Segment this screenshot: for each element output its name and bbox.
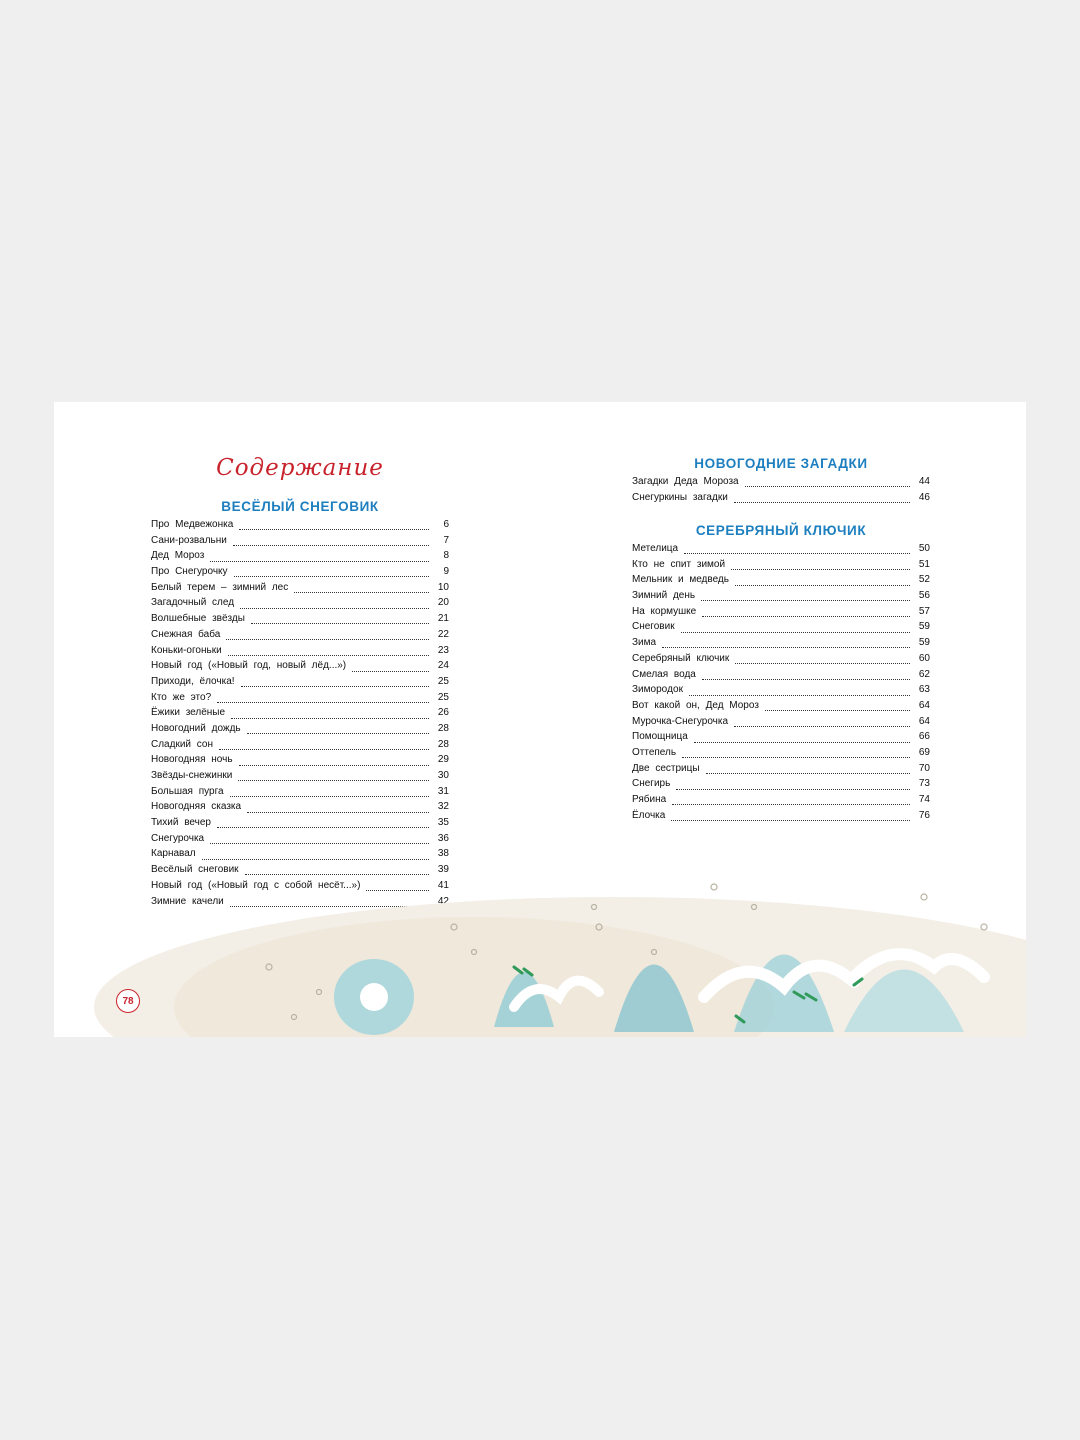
toc-entry-page: 24: [437, 660, 449, 672]
toc-entry: [151, 739, 449, 755]
toc-entry-title: Про Медвежонка: [151, 519, 234, 530]
toc-entry-title: Помощница: [632, 731, 688, 743]
toc-entry: [632, 763, 930, 779]
toc-entry-page: 70: [918, 762, 930, 774]
leader-dots: [231, 718, 429, 719]
toc-entry-page: 50: [918, 543, 930, 554]
leader-dots: [210, 561, 429, 562]
toc-entry-page: 60: [918, 652, 930, 664]
toc-entry-page: 46: [918, 491, 930, 503]
toc-entry-title: Оттепель: [632, 746, 677, 758]
section-heading-snowman: ВЕСЁЛЫЙ СНЕГОВИК: [221, 499, 379, 514]
leader-dots: [238, 780, 429, 781]
toc-entry-page: 8: [443, 550, 449, 562]
toc-entry: [632, 747, 930, 763]
toc-entry-page: 42: [437, 895, 449, 907]
toc-entry-page: 6: [443, 519, 449, 530]
leader-dots: [228, 655, 429, 656]
toc-entry-page: 59: [918, 621, 930, 633]
toc-entry: [151, 676, 449, 692]
toc-entry: [151, 660, 449, 676]
toc-entry-title: Снегурочка: [151, 832, 205, 844]
toc-entry-page: 21: [437, 613, 449, 625]
toc-entry: [632, 543, 930, 559]
toc-entry: [151, 786, 449, 802]
toc-entry-page: 69: [918, 746, 930, 758]
toc-entry: [632, 492, 930, 508]
leader-dots: [745, 486, 910, 487]
leader-dots: [247, 733, 429, 734]
toc-entry: [151, 566, 449, 582]
toc-entry: [151, 535, 449, 551]
leader-dots: [706, 773, 910, 774]
toc-entry-title: Снеговик: [632, 621, 675, 633]
leader-dots: [731, 569, 910, 570]
page-number-badge: 78: [116, 989, 140, 1013]
toc-entry: [632, 637, 930, 653]
leader-dots: [702, 616, 910, 617]
toc-entry-title: Загадочный след: [151, 597, 235, 609]
toc-entry-page: 29: [437, 754, 449, 766]
toc-entry-title: Мельник и медведь: [632, 574, 729, 586]
toc-entry-page: 10: [437, 581, 449, 593]
toc-entry-page: 62: [918, 668, 930, 680]
toc-entry: [151, 550, 449, 566]
leader-dots: [694, 742, 910, 743]
toc-entry: [632, 716, 930, 732]
toc-entry: [632, 810, 930, 826]
leader-dots: [671, 820, 910, 821]
toc-entry: [151, 754, 449, 770]
leader-dots: [240, 608, 429, 609]
toc-entry-title: Две сестрицы: [632, 762, 700, 774]
toc-entry-title: Снежная баба: [151, 628, 221, 640]
toc-entry-page: 25: [437, 691, 449, 703]
toc-entry-page: 59: [918, 637, 930, 649]
toc-entry: [151, 519, 449, 535]
toc-entry-page: 35: [437, 817, 449, 829]
leader-dots: [219, 749, 429, 750]
leader-dots: [352, 671, 429, 672]
toc-entry-title: Зима: [632, 637, 657, 649]
book-spread: [54, 402, 1026, 1037]
toc-entry-page: 22: [437, 628, 449, 640]
leader-dots: [239, 765, 429, 766]
toc-list-silver-key: [632, 543, 930, 825]
toc-entry: [632, 731, 930, 747]
toc-entry: [151, 629, 449, 645]
leader-dots: [684, 553, 910, 554]
toc-entry: [151, 833, 449, 849]
toc-entry-title: Снегуркины загадки: [632, 491, 728, 503]
toc-entry-page: 7: [443, 534, 449, 546]
toc-entry-title: Кто же это?: [151, 691, 212, 703]
toc-entry-title: Сани-розвальни: [151, 534, 227, 546]
leader-dots: [210, 843, 429, 844]
toc-entry-page: 74: [918, 794, 930, 805]
leader-dots: [230, 796, 429, 797]
toc-entry-page: 36: [437, 832, 449, 844]
toc-list-riddles: [632, 476, 930, 507]
toc-entry: [632, 574, 930, 590]
toc-entry: [151, 707, 449, 723]
leader-dots: [294, 592, 429, 593]
toc-entry: [151, 613, 449, 629]
toc-entry-page: 57: [918, 605, 930, 617]
toc-entry-title: Весёлый снеговик: [151, 864, 239, 876]
toc-entry: [632, 778, 930, 794]
toc-entry: [632, 653, 930, 669]
toc-entry-page: 66: [918, 731, 930, 743]
toc-entry-page: 28: [437, 722, 449, 734]
toc-entry-page: 28: [437, 738, 449, 750]
toc-entry-page: 20: [437, 597, 449, 609]
toc-entry-page: 64: [918, 715, 930, 727]
toc-entry-page: 9: [443, 566, 449, 578]
toc-entry: [632, 590, 930, 606]
leader-dots: [735, 585, 910, 586]
leader-dots: [247, 812, 429, 813]
toc-entry-title: Зимние качели: [151, 895, 224, 907]
toc-entry: [151, 817, 449, 833]
toc-entry-title: Новогодняя сказка: [151, 801, 242, 813]
section-heading-riddles: НОВОГОДНИЕ ЗАГАДКИ: [694, 456, 868, 471]
toc-entry: [632, 476, 930, 492]
toc-entry-title: Загадки Деда Мороза: [632, 476, 739, 487]
toc-entry-title: Звёзды-снежинки: [151, 770, 233, 781]
toc-entry: [151, 597, 449, 613]
toc-list-snowman: [151, 519, 449, 911]
toc-entry: [151, 770, 449, 786]
toc-entry-title: Белый терем – зимний лес: [151, 581, 289, 593]
toc-entry: [632, 684, 930, 700]
leader-dots: [234, 576, 429, 577]
leader-dots: [682, 757, 910, 758]
leader-dots: [734, 502, 910, 503]
leader-dots: [701, 600, 910, 601]
toc-entry-page: 63: [918, 684, 930, 696]
toc-entry: [632, 559, 930, 575]
toc-entry: [151, 723, 449, 739]
section-heading-silver-key: СЕРЕБРЯНЫЙ КЛЮЧИК: [695, 523, 867, 538]
toc-entry-page: 51: [918, 558, 930, 570]
toc-entry: [632, 606, 930, 622]
toc-entry-title: Новогодний дождь: [151, 722, 241, 734]
toc-entry-title: На кормушке: [632, 605, 697, 617]
toc-entry-title: Ёжики зелёные: [151, 707, 226, 719]
toc-entry-title: Метелица: [632, 543, 679, 554]
toc-entry-page: 30: [437, 770, 449, 781]
toc-entry-title: Дед Мороз: [151, 550, 205, 562]
toc-entry-title: Карнавал: [151, 848, 196, 860]
toc-entry-page: 25: [437, 675, 449, 687]
toc-entry-page: 76: [918, 809, 930, 821]
toc-entry-title: Про Снегурочку: [151, 566, 228, 578]
toc-entry-title: Новый год («Новый год, новый лёд...»): [151, 660, 347, 672]
leader-dots: [233, 545, 429, 546]
toc-entry-title: Рябина: [632, 794, 667, 805]
toc-entry-title: Приходи, ёлочка!: [151, 675, 235, 687]
snowball: [360, 983, 388, 1011]
leader-dots: [226, 639, 429, 640]
toc-entry-title: Новый год («Новый год с собой несёт...»): [151, 879, 361, 891]
toc-entry-title: Волшебные звёзды: [151, 613, 245, 625]
toc-entry: [632, 794, 930, 810]
toc-entry-title: Мурочка-Снегурочка: [632, 715, 729, 727]
toc-entry-page: 41: [437, 879, 449, 891]
leader-dots: [765, 710, 910, 711]
toc-entry: [151, 801, 449, 817]
leader-dots: [239, 529, 429, 530]
toc-entry: [632, 669, 930, 685]
toc-entry: [151, 645, 449, 661]
leader-dots: [217, 702, 429, 703]
leader-dots: [251, 623, 429, 624]
toc-entry-title: Тихий вечер: [151, 817, 211, 829]
leader-dots: [735, 663, 910, 664]
toc-entry-title: Смелая вода: [632, 668, 696, 680]
leader-dots: [662, 647, 910, 648]
toc-entry-page: 56: [918, 590, 930, 602]
toc-entry: [632, 621, 930, 637]
toc-entry: [151, 692, 449, 708]
toc-entry: [632, 700, 930, 716]
toc-entry-title: Новогодняя ночь: [151, 754, 233, 766]
toc-entry-page: 23: [437, 644, 449, 656]
toc-entry-page: 73: [918, 778, 930, 790]
toc-entry-page: 38: [437, 848, 449, 860]
toc-entry-title: Сладкий сон: [151, 738, 213, 750]
leader-dots: [676, 789, 910, 790]
leader-dots: [689, 695, 910, 696]
leader-dots: [681, 632, 910, 633]
leader-dots: [702, 679, 910, 680]
toc-entry-page: 64: [918, 699, 930, 711]
leader-dots: [241, 686, 429, 687]
winter-forest-illustration: [54, 857, 1026, 1037]
toc-entry-title: Зимний день: [632, 590, 696, 602]
toc-entry-title: Зиморoдок: [632, 684, 683, 696]
toc-entry-title: Кто не спит зимой: [632, 558, 726, 570]
toc-entry-page: 31: [437, 785, 449, 797]
toc-entry-page: 32: [437, 801, 449, 813]
page-title: Содержание: [216, 455, 384, 481]
leader-dots: [217, 827, 429, 828]
toc-entry-title: Серебряный ключик: [632, 652, 730, 664]
toc-entry-page: 52: [918, 574, 930, 586]
leader-dots: [672, 804, 910, 805]
toc-entry-title: Коньки-огоньки: [151, 644, 222, 656]
leader-dots: [734, 726, 910, 727]
toc-entry-title: Большая пурга: [151, 785, 224, 797]
toc-entry-title: Снегирь: [632, 778, 671, 790]
toc-entry-page: 44: [918, 476, 930, 487]
toc-entry-title: Вот какой он, Дед Мороз: [632, 699, 759, 711]
toc-entry-page: 26: [437, 707, 449, 719]
toc-entry-title: Ёлочка: [632, 809, 666, 821]
toc-entry-page: 39: [437, 864, 449, 876]
toc-entry: [151, 582, 449, 598]
